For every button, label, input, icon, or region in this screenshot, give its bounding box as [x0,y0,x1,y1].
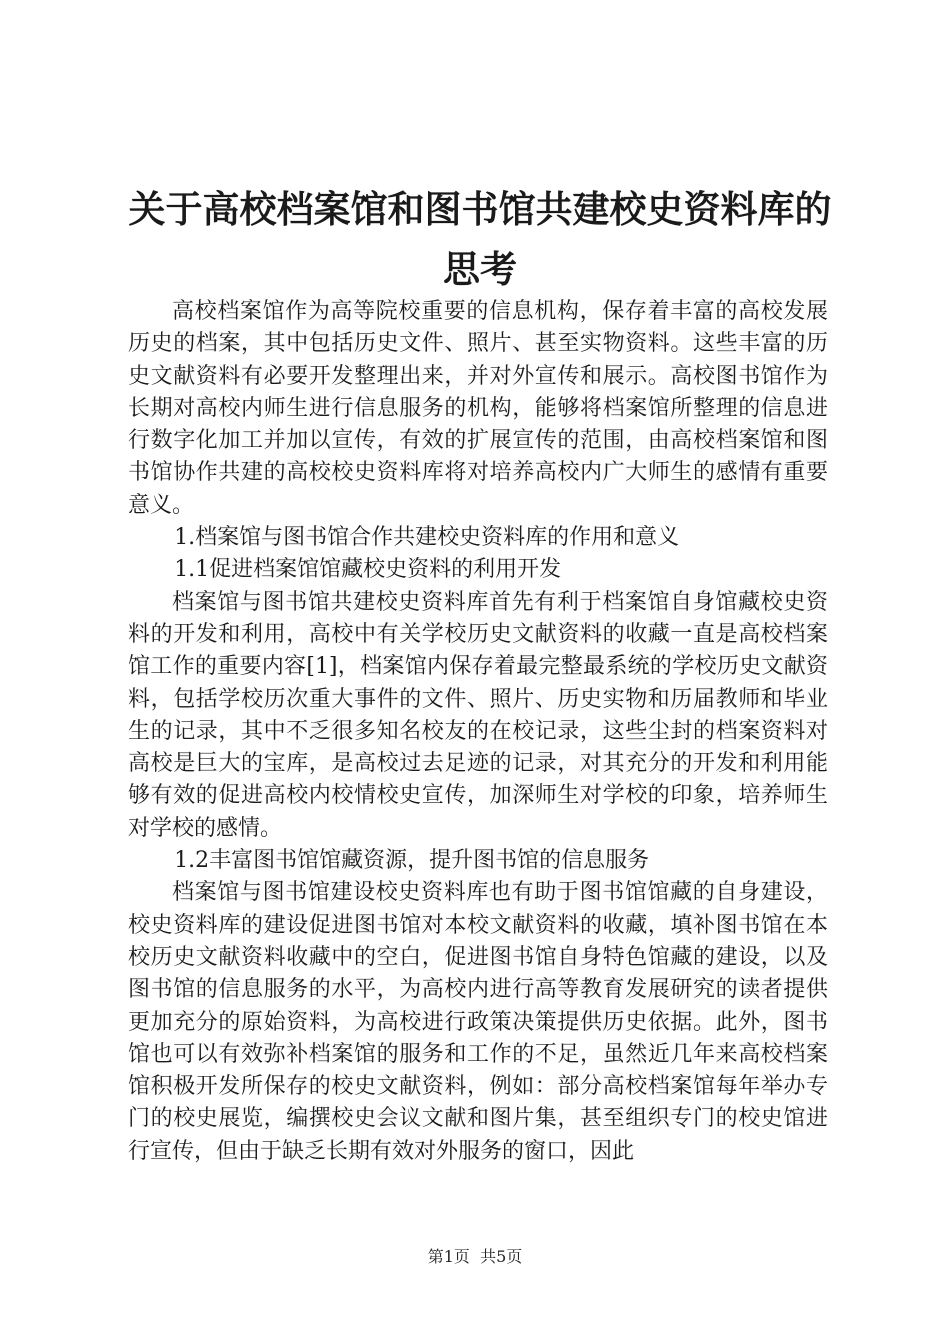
document-title: 关于高校档案馆和图书馆共建校史资料库的思考 [128,188,832,291]
paragraph-1-1: 档案馆与图书馆共建校史资料库首先有利于档案馆自身馆藏校史资料的开发和利用，高校中有关学校历史文献资料的收藏一直是高校档案馆工作的重要内容[1]，档案馆内保存着最完整最系统的学校历史文献资料，包括学校历次重大事件的文件、照片、历史实物和历届教师和毕业生的记录，其中不乏很多知名校友的在校记录，这些尘封的档案资料对高校是巨大的宝库，是高校过去足迹的记录，对其充分的开发和利用能够有效的促进高校内校情校史宣传，加深师生对学校的印象，培养师生对学校的感情。 [128,589,828,841]
section-heading-1: 1.档案馆与图书馆合作共建校史资料库的作用和意义 [174,525,680,551]
paragraph-1-2: 档案馆与图书馆建设校史资料库也有助于图书馆馆藏的自身建设，校史资料库的建设促进图书馆对本校文献资料的收藏，填补图书馆在本校历史文献资料收藏中的空白，促进图书馆自身特色馆藏的建设，以及图书馆的信息服务的水平，为高校内进行高等教育发展研究的读者提供更加充分的原始资料，为高校进行政策决策提供历史依据。此外，图书馆也可以有效弥补档案馆的服务和工作的不足，虽然近几年来高校档案馆积极开发所保存的校史文献资料，例如：部分高校档案馆每年举办专门的校史展览，编撰校史会议文献和图片集，甚至组织专门的校史馆进行宣传，但由于缺乏长期有效对外服务的窗口，因此 [128,880,828,1164]
page-number: 第1页 共5页 [427,1247,523,1266]
page-footer [0,1244,950,1267]
subsection-heading-1-1: 1.1促进档案馆馆藏校史资料的利用开发 [174,557,562,583]
paragraph-intro: 高校档案馆作为高等院校重要的信息机构，保存着丰富的高校发展历史的档案，其中包括历史文件、照片、甚至实物资料。这些丰富的历史文献资料有必要开发整理出来，并对外宣传和展示。高校图书馆作为长期对高校内师生进行信息服务的机构，能够将档案馆所整理的信息进行数字化加工并加以宣传，有效的扩展宣传的范围，由高校档案馆和图书馆协作共建的高校校史资料库将对培养高校内广大师生的感情有重要意义。 [128,299,828,518]
document-body [128,296,828,1168]
subsection-heading-1-2: 1.2丰富图书馆馆藏资源，提升图书馆的信息服务 [174,848,650,874]
